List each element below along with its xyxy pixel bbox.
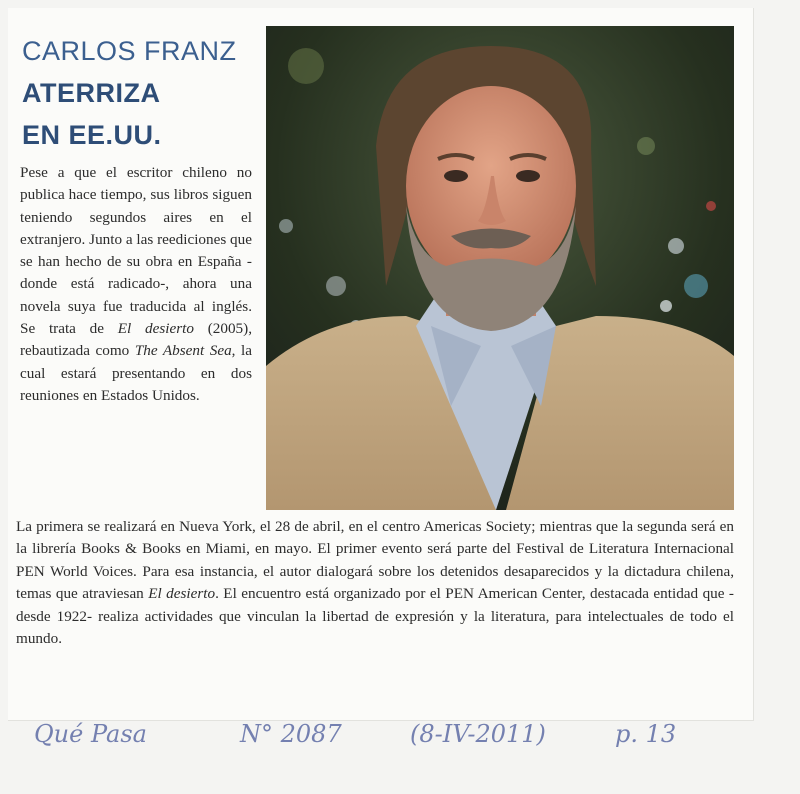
portrait-illustration [266, 26, 734, 510]
article-text: . El encuentro está organizado por el PEN American Center, destacada entidad que -desde 1922- realiza actividades que vinculan la libertad de expresión y la literatura, para intelectuales de todo el mundo. [16, 585, 734, 648]
article-column [20, 162, 252, 407]
article-text: La primera se realizará en Nueva York, el 28 de abril, en el centro Americas Society; mientras que la segunda será en la librería Books & Books en Miami, en mayo. El primer evento será parte del Festival de Literatura Internacional PEN World Voices. Para esa instancia, el autor dialogará sobre los detenidos desaparecidos y la dictadura chilena, temas que atraviesan [16, 518, 734, 603]
handwritten-citation [30, 706, 730, 766]
book-title: El desierto [117, 320, 194, 338]
headline-line-2: ATERRIZA [22, 78, 161, 108]
handwritten-issue: N° 2087 [240, 720, 342, 748]
handwritten-page: p. 13 [615, 720, 677, 748]
article-text: Pese a que el escritor chileno no publica hace tiempo, sus libros siguen teniendo segundos aires en el extranjero. Junto a las reediciones que se han hecho de su obra en España -donde está radicado-, ahora una novela suya fue traducida al inglés. Se trata de [20, 164, 252, 338]
headline [22, 30, 262, 156]
headline-line-3: EN EE.UU. [22, 120, 162, 150]
headline-line-1: CARLOS FRANZ [22, 36, 237, 66]
article-paragraph-2 [16, 516, 734, 650]
article-text: , la cual estará presentando en dos reuniones en Estados Unidos. [20, 342, 252, 404]
handwritten-date: (8-IV-2011) [410, 720, 546, 748]
handwritten-source: Qué Pasa [34, 720, 147, 748]
book-title: El desierto [148, 585, 216, 603]
article-text: (2005), rebautizada como [20, 320, 252, 360]
book-title-english: The Absent Sea [134, 342, 232, 360]
portrait-photo [266, 26, 734, 510]
article-paragraph-1 [20, 162, 252, 407]
article-continuation [16, 516, 734, 650]
